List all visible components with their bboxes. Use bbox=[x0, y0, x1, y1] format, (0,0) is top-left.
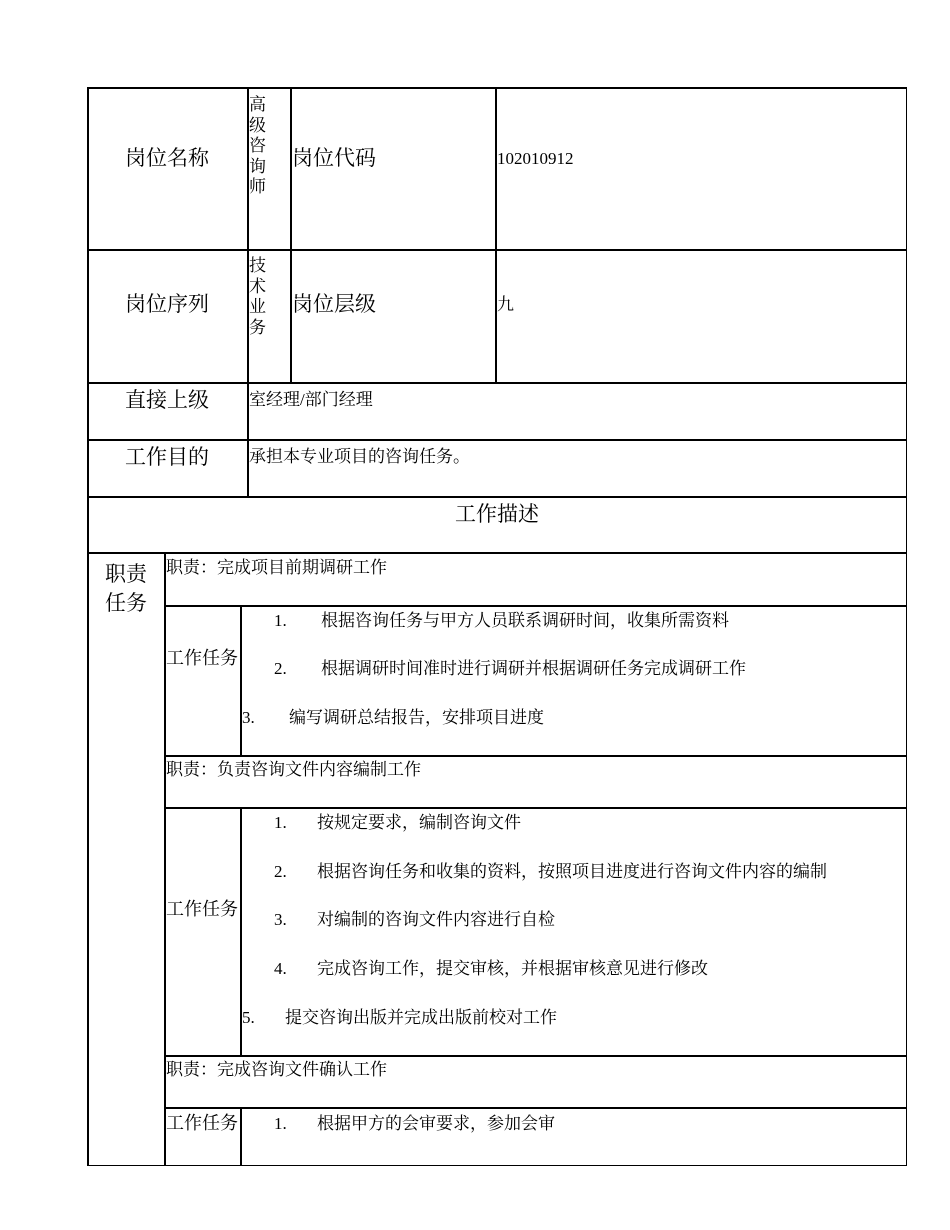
list-item: 5. 提交咨询出版并完成出版前校对工作 bbox=[242, 1008, 557, 1027]
duties-label: 职责任务 bbox=[105, 562, 147, 615]
position-name-value: 高级咨询师 bbox=[249, 95, 266, 196]
list-item: 4. 完成咨询工作，提交审核，并根据审核意见进行修改 bbox=[274, 959, 708, 978]
position-series-label: 岗位序列 bbox=[125, 292, 209, 316]
task-label: 工作任务 bbox=[166, 648, 238, 668]
list-item: 1. 根据甲方的会审要求，参加会审 bbox=[274, 1114, 555, 1133]
position-series-value: 技术业务 bbox=[249, 256, 266, 337]
list-item: 2. 根据调研时间准时进行调研并根据调研任务完成调研工作 bbox=[274, 659, 746, 678]
purpose-value: 承担本专业项目的咨询任务。 bbox=[249, 447, 470, 466]
position-level-value: 九 bbox=[497, 295, 514, 314]
position-code-value: 102010912 bbox=[497, 149, 574, 168]
duty-title: 职责：完成项目前期调研工作 bbox=[166, 558, 387, 577]
task-label: 工作任务 bbox=[166, 1113, 238, 1133]
purpose-label: 工作目的 bbox=[125, 445, 209, 469]
duty-title: 职责：负责咨询文件内容编制工作 bbox=[166, 760, 421, 779]
duty-title: 职责：完成咨询文件确认工作 bbox=[166, 1060, 387, 1079]
position-name-label: 岗位名称 bbox=[125, 146, 209, 170]
list-item: 2. 根据咨询任务和收集的资料，按照项目进度进行咨询文件内容的编制 bbox=[274, 862, 827, 881]
superior-value: 室经理/部门经理 bbox=[249, 390, 373, 409]
list-item: 3. 编写调研总结报告，安排项目进度 bbox=[242, 708, 544, 727]
list-item: 1. 根据咨询任务与甲方人员联系调研时间，收集所需资料 bbox=[274, 611, 729, 630]
superior-label: 直接上级 bbox=[125, 388, 209, 412]
position-code-label: 岗位代码 bbox=[292, 146, 376, 170]
list-item: 1. 按规定要求，编制咨询文件 bbox=[274, 813, 521, 832]
position-level-label: 岗位层级 bbox=[292, 292, 376, 316]
task-label: 工作任务 bbox=[166, 899, 238, 919]
description-title: 工作描述 bbox=[455, 502, 539, 526]
list-item: 3. 对编制的咨询文件内容进行自检 bbox=[274, 910, 555, 929]
